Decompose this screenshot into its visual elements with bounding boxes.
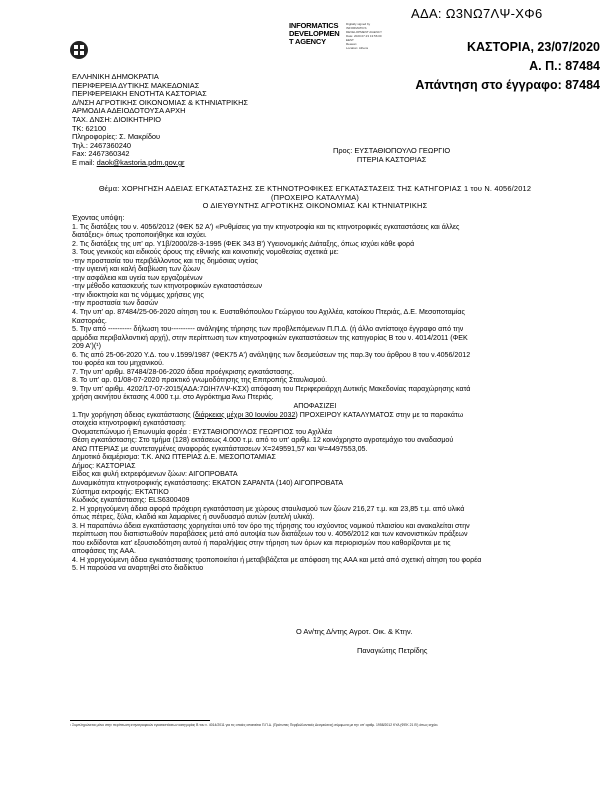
ada-code: ΑΔΑ: Ω3ΝΩ7ΛΨ-ΧΦ6 (411, 6, 543, 21)
stamp-line: INFORMATICS (289, 21, 339, 30)
point-line: αποφάσεις της ΑΑΑ. (72, 547, 136, 556)
sender-line: Δ/ΝΣΗ ΑΓΡΟΤΙΚΗΣ ΟΙΚΟΝΟΜΙΑΣ & ΚΤΗΝΙΑΤΡΙΚΗΣ (72, 97, 248, 107)
consideration: 5. Την από ---------- δήλωση του---------- ανάληψης τήρησης των προβλεπόμενων Π.Π.Δ. (ή άλλο αντίστοιχο έγγραφο από την (72, 325, 464, 334)
stamp-detail: DEVELOPMENT AGENCY (346, 30, 382, 34)
digital-signature-stamp (289, 22, 340, 46)
stamp-detail: INFORMATICS (346, 26, 367, 30)
email-label: E mail: (72, 157, 97, 167)
stamp-detail: EEST (346, 38, 354, 42)
consideration: διατάξεις» όπως τροποποιήθηκε και ισχύει. (72, 231, 207, 240)
detail-line: Δημοτικό διαμέρισμα: Τ.Κ. ΑΝΩ ΠΤΕΡΙΑΣ Δ.Ε. ΜΕΣΟΠΟΤΑΜΙΑΣ (72, 453, 276, 462)
detail-line: ΑΝΩ ΠΤΕΡΙΑΣ με συντεταγμένες αναφοράς εγκατάστασεων Χ=249591,57 και Ψ=4497553,05. (72, 444, 368, 453)
reply-reference: Απάντηση στο έγγραφο: 87484 (415, 78, 600, 92)
subject-text: Θέμα: ΧΟΡΗΓΗΣΗ ΑΔΕΙΑΣ ΕΓΚΑΤΑΣΤΑΣΗΣ ΣΕ ΚΤΗΝΟΤΡΟΦΙΚΕΣ ΕΓΚΑΤΑΣΤΑΣΕΙΣ ΤΗΣ ΚΑΤΗΓΟΡΙΑΣ 1 του Ν. 4056/2012 (ΠΡΟΧΕΙΡΟ ΚΑΤΑΛΥΜΑ) (98, 184, 532, 202)
consideration: 3. Τους γενικούς και ειδικούς όρους της εθνικής και κοινοτικής νομοθεσίας σχετικά με: (72, 248, 339, 257)
sender-line: ΕΛΛΗΝΙΚΗ ΔΗΜΟΚΡΑΤΙΑ (72, 72, 159, 81)
sender-line: ΑΡΜΟΔΙΑ ΑΔΕΙΟΔΟΤΟΥΣΑ ΑΡΧΗ (72, 106, 186, 116)
sender-line: Τηλ.: 2467360240 (72, 140, 132, 150)
consideration: 8. Το υπ' αρ. 01/08-07-2020 πρακτικό γνωμοδότησης της Επιτροπής Σταυλισμού. (72, 376, 328, 385)
document-body (72, 214, 558, 573)
detail-line: Σύστημα εκτροφής: ΕΚΤΑΤΙΚΟ (72, 487, 169, 496)
point-line: όπως πέτρες, ξύλα, κλαδιά και λαμαρίνες ή συνδυασμό αυτών (ευτελή υλικά). (72, 513, 315, 522)
recipient-line: ΠΤΕΡΙΑ ΚΑΣΤΟΡΙΑΣ (356, 154, 427, 164)
detail-line: Δήμος: ΚΑΣΤΟΡΙΑΣ (72, 461, 136, 470)
sender-block (72, 73, 248, 168)
stamp-detail: Digitally signed by (346, 22, 371, 26)
point-line: 4. Η χορηγούμενη άδεια εγκατάστασης τροποποιείται ή μεταβιβάζεται με απόφαση της ΑΑΑ και μετά από σχετική αίτηση του φορέα (72, 555, 482, 564)
consideration: 6. Τις από 25-06-2020 Υ.Δ. του ν.1599/1987 (ΦΕΚ75 Α') ανάληψης των δεσμεύσεων της παρ.3γ του άρθρου 8 του ν.4056/2012 (72, 350, 471, 359)
point-line: 2. Η χορηγούμενη άδεια αφορά πρόχειρη εγκατάσταση με χώρους σταυλισμού των ζώων 216,27 τ.μ. και 23,85 τ.μ. από υλικά (72, 504, 465, 513)
signatory-name: Παναγιώτης Πετρίδης (357, 646, 428, 655)
digital-signature-details (346, 22, 382, 50)
footnote: ¹ Συμπληρώνεται μόνο στην περίπτωση κτηνοτροφικών εγκαταστάσεων κατηγορίας Β του ν. 4014/2011 για τις οποίες απαιτείται Π.Π.Δ. (Πρότυπες Περιβαλλοντικές Δεσμεύσεις) σύμφωνα με την υπ' αριθμ. 1958/2012 ΚΥΑ (ΦΕΚ 21 Β') όπως ισχύει. (70, 723, 439, 727)
sender-line: Fax: 2467360342 (72, 149, 130, 159)
detail-line: Δυναμικότητα κτηνοτροφικής εγκατάστασης: ΕΚΑΤΟΝ ΣΑΡΑΝΤΑ (140) ΑΙΓΟΠΡΟΒΑΤΑ (72, 478, 344, 487)
stamp-line: DEVELOPMEN (289, 29, 340, 38)
consideration: 209 Α')(¹) (72, 342, 101, 351)
detail-line: Κωδικός εγκατάστασης: ELS6300409 (72, 496, 190, 505)
point-line: 3. Η παραπάνω άδεια εγκατάστασης χορηγείται υπό τον όρο της τήρησης του ισχύοντος νομικού πλαισίου και ανακαλείται στην (72, 521, 470, 530)
consideration: -την μέθοδο κατασκευής των κτηνοτροφικών εγκαταστάσεων (72, 282, 263, 291)
stamp-detail: Reason: (346, 42, 358, 46)
email-line (72, 159, 248, 168)
director-heading: Ο ΔΙΕΥΘΥΝΤΗΣ ΑΓΡΟΤΙΚΗΣ ΟΙΚΟΝΟΜΙΑΣ ΚΑΙ ΚΤΗΝΙΑΤΡΙΚΗΣ (202, 201, 428, 211)
point-line: 5. Η παρούσα να αναρτηθεί στο διαδίκτυο (72, 564, 204, 573)
protocol-number: Α. Π.: 87484 (529, 59, 600, 73)
consideration: 7. Την υπ' αριθμ. 87484/28-06-2020 άδεια προέγκρισης εγκατάστασης. (72, 367, 295, 376)
sender-line: ΤΑΧ. ΔΝΣΗ: ΔΙΟΙΚΗΤΗΡΙΟ (72, 114, 162, 124)
consideration: αρμόδια περιβαλλοντική αρχή), στην περίπτωση των κτηνοτροφικών εγκαταστάσεων της κατηγορίας Β του ν. 4014/2011 (ΦΕΚ (72, 333, 468, 342)
point-line: περίπτωση που διαπιστωθούν παραβάσεις μετά από αυτοψία των διατάξεων του ν. 4056/2012 και των κανονιστικών πράξεων (72, 530, 468, 539)
decision-1-cont: στοιχεία κτηνοτροφική εγκατάσταση: (72, 419, 186, 428)
footnote-divider (70, 720, 210, 721)
sender-line: ΤΚ: 62100 (72, 123, 107, 133)
recipient-block (333, 147, 450, 164)
decides-heading: ΑΠΟΦΑΣΙΖΕΙ (293, 402, 337, 411)
consideration: του φορέα και του μηχανικού. (72, 359, 164, 368)
decision-duration: διάρκειας μέχρι 30 Ιουνίου 2032 (195, 410, 296, 419)
consideration: -την ασφάλεια και υγεία των εργαζομένων (72, 273, 203, 282)
decision-text: 1.Την χορήγηση άδειας εγκατάστασης ( (72, 410, 196, 419)
point-line: που εκδίδονται κατ' εξουσιοδότηση αυτού ή παραλήψεις στην τήρηση των όρων και περιορισμών που καθορίζονται με τις (72, 538, 451, 547)
consideration: 9. Την υπ' αριθμ. 4202/17-07-2015(ΑΔΑ:7ΩΙΗ7ΛΨ-ΚΣΧ) απόφαση του Περιφερειάρχη Δυτικής Μακεδονίας παραχώρησης κατά (72, 384, 471, 393)
sender-line: ΠΕΡΙΦΕΡΕΙΑ ΔΥΤΙΚΗΣ ΜΑΚΕΔΟΝΙΑΣ (72, 80, 200, 90)
consideration: χρήση ακινήτου έκτασης 4.000 τ.μ. στο Αγρόκτημα Άνω Πτεριάς. (72, 393, 274, 402)
consideration: 4. Την υπ' αρ. 87484/25-06-2020 αίτηση του κ. Ευσταθιόπουλου Γεώργιου του Αχιλλέα, κατοίκου Πτεριάς, Δ.Ε. Μεσοποταμίας (72, 308, 465, 317)
sender-line: ΠΕΡΙΦΕΡΕΙΑΚΗ ΕΝΟΤΗΤΑ ΚΑΣΤΟΡΙΑΣ (72, 89, 207, 99)
consideration: -την ιδιοκτησία και τις νόμιμες χρήσεις γης (72, 290, 204, 299)
stamp-detail: Location: Athens (346, 46, 369, 50)
place-date: ΚΑΣΤΟΡΙΑ, 23/07/2020 (466, 40, 600, 54)
consideration: 2. Τις διατάξεις της υπ' αρ. Υ1β/2000/28-3-1995 (ΦΕΚ 343 Β') Υγειονομικής Διάταξης, όπως ισχύει κάθε φορά (72, 239, 415, 248)
recipient-line: Προς: ΕΥΣΤΑΘΙΟΠΟΥΛΟ ΓΕΩΡΓΙΟ (333, 146, 451, 155)
sender-line: Πληροφορίες: Σ. Μακρίδου (72, 132, 161, 142)
detail-line: Θέση εγκατάστασης: Στο τμήμα (128) εκτάσεως 4.000 τ.μ. από το υπ' αριθμ. 12 κοινόχρηστο αγροτεμάχιο του αναδασμού (72, 436, 454, 445)
stamp-detail: Date: 2020.07.23 13:56:00 (346, 34, 382, 38)
consideration: -την προστασία των δασών (72, 299, 158, 308)
consideration: -την προστασία του περιβάλλοντος και της δημόσιας υγείας (72, 256, 258, 265)
stamp-line: T AGENCY (289, 37, 326, 46)
detail-line: Ονοματεπώνυμο ή Επωνυμία φορέα : ΕΥΣΤΑΘΙΟΠΟΥΛΟΣ ΓΕΩΡΓΙΟΣ του Αχιλλέα (72, 427, 332, 436)
signatory-title: Ο Αν/της Δ/ντης Αγροτ. Οικ. & Κτην. (296, 627, 413, 636)
intro-text: Έχοντας υπόψη: (72, 214, 125, 222)
emblem-cross-icon (73, 49, 85, 51)
consideration: Καστοριάς. (72, 316, 107, 325)
consideration: 1. Τις διατάξεις του ν. 4056/2012 (ΦΕΚ 52 Α') «Ρυθμίσεις για την κτηνοτροφία και τις κτηνοτροφικές εγκαταστάσεις και άλλες (72, 222, 460, 231)
detail-line: Είδος και φυλή εκτρεφόμενων ζώων: ΑΙΓΟΠΡΟΒΑΤΑ (72, 470, 238, 479)
consideration: -την υγιεινή και καλή διαβίωση των ζώων (72, 265, 201, 274)
email-link[interactable]: daok@kastoria.pdm.gov.gr (96, 157, 185, 167)
decision-text: ) ΠΡΟΧΕΙΡΟΥ ΚΑΤΑΛΥΜΑΤΟΣ στην με τα παρακάτω (295, 410, 464, 419)
decision-1 (72, 411, 558, 420)
subject-block (80, 185, 550, 211)
